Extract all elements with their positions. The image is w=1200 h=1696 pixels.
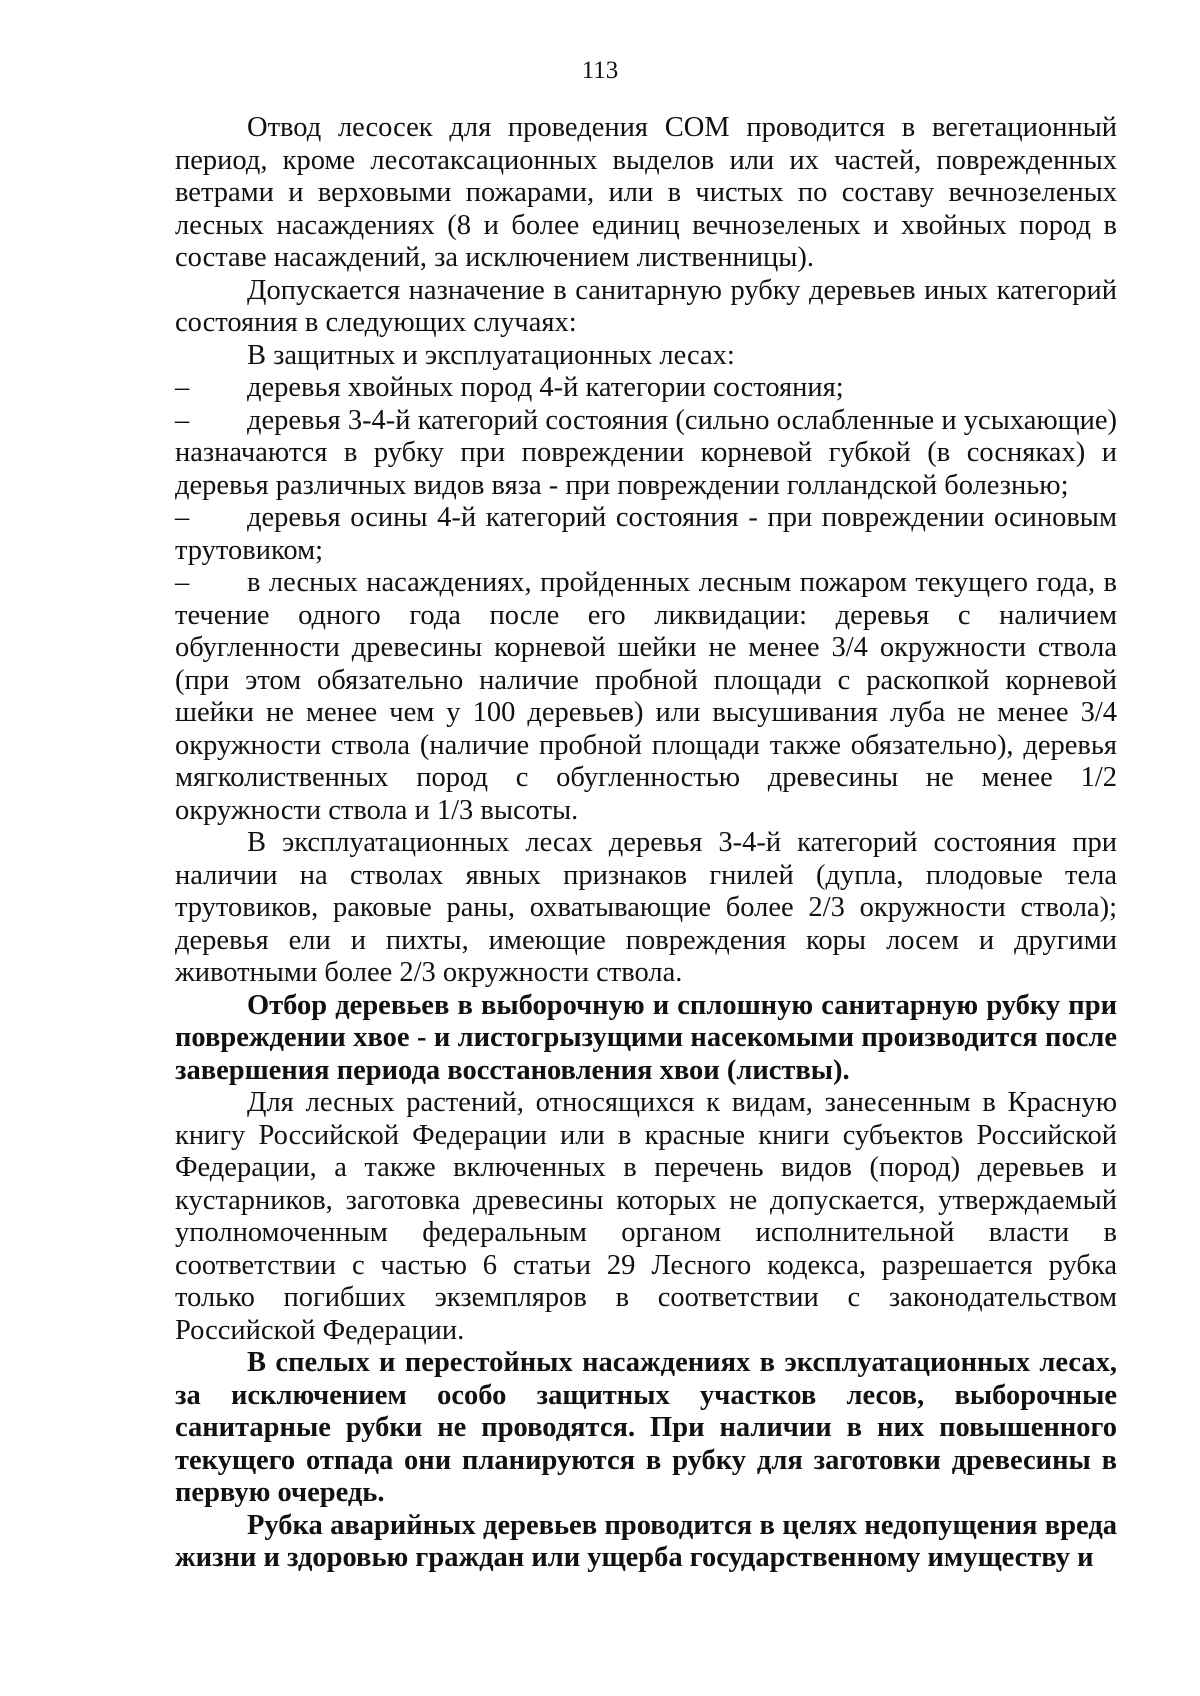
- list-item-text: деревья 3-4-й категорий состояния (сильно ослабленные и усыхающие) назначаются в рубку при повреждении корневой губкой (в сосняках) и деревья различных видов вяза - при повреждении голландской болезнью;: [175, 404, 1117, 501]
- list-item-text: деревья осины 4-й категорий состояния - при повреждении осиновым трутовиком;: [175, 502, 1117, 566]
- list-dash: –: [175, 404, 190, 436]
- list-item-aspen: [175, 502, 1117, 567]
- list-dash: –: [175, 372, 190, 403]
- list-item-fire-damaged: [175, 567, 1117, 827]
- paragraph-protective-forests: В защитных и эксплуатационных лесах:: [247, 339, 735, 371]
- list-item-weakened-trees: [175, 405, 1117, 503]
- list-dash: –: [175, 502, 190, 533]
- page-number: 113: [581, 57, 619, 84]
- paragraph-exploitation-forests: В эксплуатационных лесах деревья 3-4-й категорий состояния при наличии на стволах явных признаков гнилей (дупла, плодовые тела трутовиков, раковые раны, охватывающие более 2/3 окружности ствола); деревья ели и пихты, имеющие повреждения коры лосем и другими животными более 2/3 окружности ствола.: [175, 827, 1117, 988]
- list-item-coniferous: [175, 372, 1117, 405]
- paragraph-mature-stands: В спелых и перестойных насаждениях в эксплуатационных лесах, за исключением особо защитных участков лесов, выборочные санитарные рубки не проводятся. При наличии в них повышенного текущего отпада они планируются в рубку для заготовки древесины в первую очередь.: [175, 1347, 1117, 1508]
- list-dash: –: [175, 567, 190, 598]
- paragraph-plot-allocation: Отвод лесосек для проведения СОМ проводится в вегетационный период, кроме лесотаксационных выделов или их частей, поврежденных ветрами и верховыми пожарами, или в чистых по составу вечнозеленых лесных насаждениях (8 и более единиц вечнозеленых и хвойных пород в составе насаждений, за исключением лиственницы).: [175, 112, 1117, 273]
- paragraph-emergency-trees: Рубка аварийных деревьев проводится в целях недопущения вреда жизни и здоровью граждан или ущерба государственному имуществу и: [175, 1509, 1117, 1573]
- paragraph-other-categories: Допускается назначение в санитарную рубку деревьев иных категорий состояния в следующих случаях:: [175, 274, 1117, 338]
- list-item-text: деревья хвойных пород 4-й категории состояния;: [247, 372, 844, 403]
- paragraph-red-book: Для лесных растений, относящихся к видам, занесенным в Красную книгу Российской Федерации или в красные книги субъектов Российской Федерации, а также включенных в перечень видов (пород) деревьев и кустарников, заготовка древесины которых не допускается, утверждаемый уполномоченным федеральным органом исполнительной власти в соответствии с частью 6 статьи 29 Лесного кодекса, разрешается рубка только погибших экземпляров в соответствии с законодательством Российской Федерации.: [175, 1087, 1117, 1346]
- document-body: [175, 112, 1117, 1575]
- paragraph-insect-damage: Отбор деревьев в выборочную и сплошную санитарную рубку при повреждении хвое - и листогрызущими насекомыми производится после завершения периода восстановления хвои (листвы).: [175, 989, 1117, 1086]
- list-item-text: в лесных насаждениях, пройденных лесным пожаром текущего года, в течение одного года после его ликвидации: деревья с наличием обугленности древесины корневой шейки не менее 3/4 окружности ствола (при этом обязательно наличие пробной площади с раскопкой корневой шейки не менее чем у 100 деревьев) или высушивания луба не менее 3/4 окружности ствола (наличие пробной площади также обязательно), деревья мягколиственных пород с обугленностью древесины не менее 1/2 окружности ствола и 1/3 высоты.: [175, 567, 1117, 826]
